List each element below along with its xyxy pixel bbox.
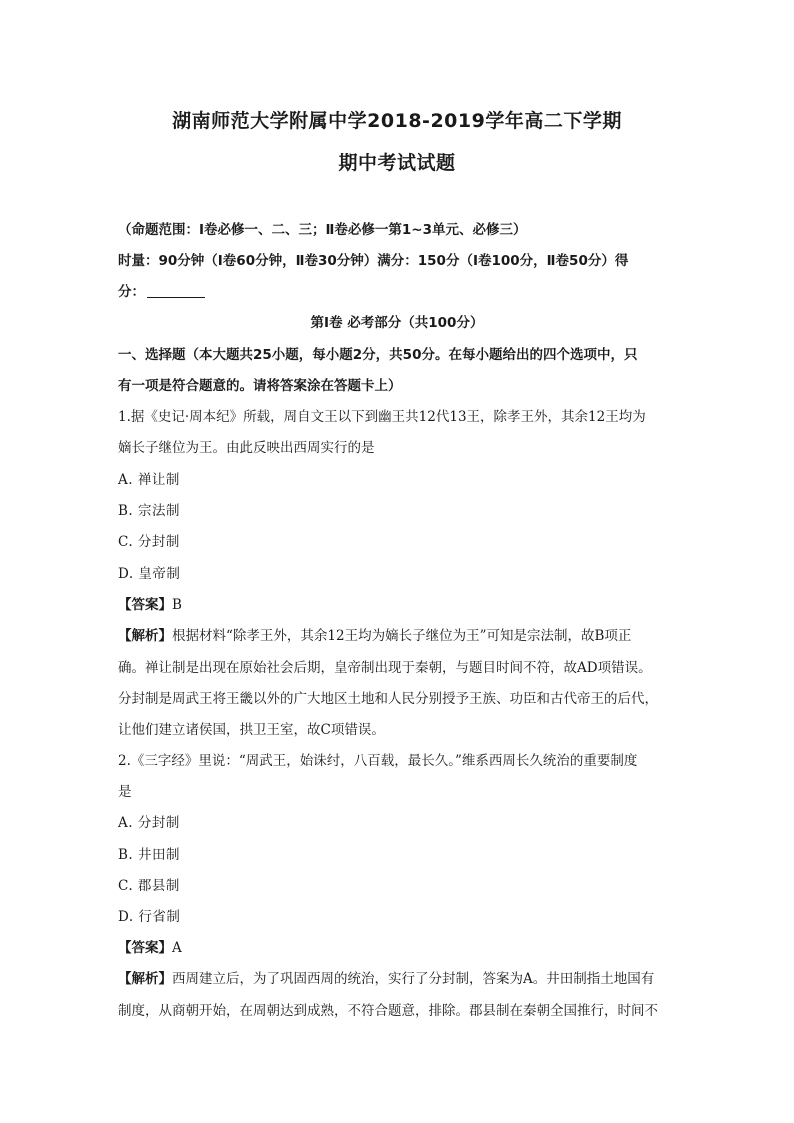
q2-analysis-text: 西周建立后，为了巩固西周的统治，实行了分封制，答案为A。井田制指土地国有 bbox=[172, 971, 655, 987]
q1-stem-line1: 1.据《史记·周本纪》所载，周自文王以下到幽王共12代13王，除孝王外，其余12王均为 bbox=[118, 409, 646, 425]
q1-answer bbox=[118, 593, 182, 613]
q1-stem-line2: 嫡长子继位为王。由此反映出西周实行的是 bbox=[118, 440, 375, 456]
q1-option-c: C. 分封制 bbox=[118, 534, 180, 550]
q2-analysis-tag: 【解析】 bbox=[118, 971, 172, 987]
q1-option-b: B. 宗法制 bbox=[118, 503, 181, 519]
q1-analysis-line2: 确。禅让制是出现在原始社会后期，皇帝制出现于秦朝，与题目时间不符，故AD项错误。 bbox=[118, 660, 652, 676]
q1-option-a: A. 禅让制 bbox=[118, 472, 180, 488]
q2-option-d: D. 行省制 bbox=[118, 909, 181, 925]
q1-option-d: D. 皇帝制 bbox=[118, 566, 181, 582]
score-label: 分： bbox=[118, 284, 145, 300]
time-score-line2 bbox=[118, 280, 205, 300]
q1-analysis-line3: 分封制是周武王将王畿以外的广大地区土地和人民分别授予王族、功臣和古代帝王的后代， bbox=[118, 691, 658, 707]
q1-analysis-text: 根据材料“除孝王外，其余12王均为嫡长子继位为王”可知是宗法制，故B项正 bbox=[172, 628, 632, 644]
time-score-line1: 时量：90分钟（Ⅰ卷60分钟，Ⅱ卷30分钟）满分：150分（Ⅰ卷100分，Ⅱ卷50分）得 bbox=[118, 253, 629, 269]
q1-answer-value: B bbox=[172, 597, 182, 613]
q2-answer-value: A bbox=[172, 940, 182, 956]
document-title-line1: 湖南师范大学附属中学2018-2019学年高二下学期 bbox=[172, 110, 622, 132]
q1-analysis-line4: 让他们建立诸侯国，拱卫王室，故C项错误。 bbox=[118, 722, 385, 738]
q2-option-c: C. 郡县制 bbox=[118, 878, 180, 894]
q1-answer-tag: 【答案】 bbox=[118, 597, 172, 613]
section1-instruction-line1: 一、选择题（本大题共25小题，每小题2分，共50分。在每小题给出的四个选项中，只 bbox=[118, 347, 638, 363]
section1-instruction-line2: 有一项是符合题意的。请将答案涂在答题卡上） bbox=[118, 378, 402, 394]
part1-heading: 第Ⅰ卷 必考部分（共100分） bbox=[310, 315, 484, 331]
q2-analysis-line1 bbox=[118, 967, 654, 987]
q2-analysis-line2: 制度，从商朝开始，在周朝达到成熟，不符合题意，排除。郡县制在秦朝全国推行，时间不 bbox=[118, 1003, 658, 1019]
score-blank bbox=[147, 296, 205, 298]
q2-stem-line1: 2.《三字经》里说：“周武王，始诛纣，八百载，最长久。”维系西周长久统治的重要制度 bbox=[118, 753, 638, 769]
q2-answer bbox=[118, 936, 182, 956]
q1-analysis-line1 bbox=[118, 624, 631, 644]
q1-analysis-tag: 【解析】 bbox=[118, 628, 172, 644]
document-title-line2: 期中考试试题 bbox=[338, 152, 456, 174]
q2-stem-line2: 是 bbox=[118, 784, 132, 800]
q2-option-a: A. 分封制 bbox=[118, 815, 180, 831]
q2-option-b: B. 井田制 bbox=[118, 847, 181, 863]
q2-answer-tag: 【答案】 bbox=[118, 940, 172, 956]
exam-scope: （命题范围：Ⅰ卷必修一、二、三；Ⅱ卷必修一第1~3单元、必修三） bbox=[118, 222, 527, 238]
